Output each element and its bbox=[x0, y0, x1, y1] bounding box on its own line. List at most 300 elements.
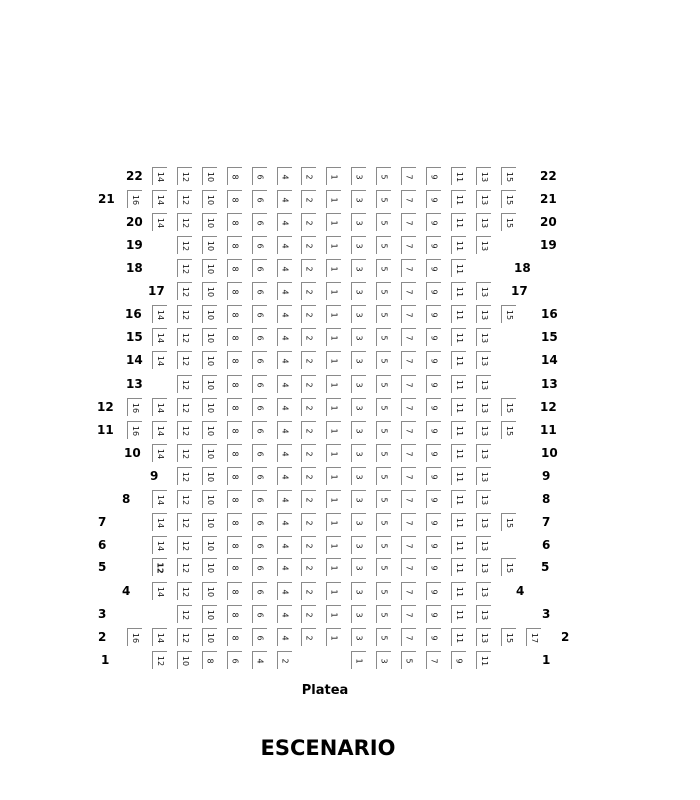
seat[interactable] bbox=[177, 651, 192, 669]
seat[interactable] bbox=[451, 628, 466, 646]
seat[interactable] bbox=[202, 167, 217, 185]
seat[interactable] bbox=[227, 213, 242, 231]
seat[interactable] bbox=[351, 351, 366, 369]
seat[interactable] bbox=[426, 351, 441, 369]
seat[interactable] bbox=[301, 259, 316, 277]
seat[interactable] bbox=[426, 167, 441, 185]
seat[interactable] bbox=[451, 190, 466, 208]
seat[interactable] bbox=[351, 375, 366, 393]
seat[interactable] bbox=[177, 558, 192, 576]
seat[interactable] bbox=[426, 582, 441, 600]
seat[interactable] bbox=[227, 259, 242, 277]
seat[interactable] bbox=[301, 421, 316, 439]
seat[interactable] bbox=[326, 536, 341, 554]
seat[interactable] bbox=[351, 467, 366, 485]
seat[interactable] bbox=[177, 190, 192, 208]
seat[interactable] bbox=[177, 582, 192, 600]
seat[interactable] bbox=[476, 305, 491, 323]
seat[interactable] bbox=[326, 167, 341, 185]
seat[interactable] bbox=[301, 513, 316, 531]
seat[interactable] bbox=[202, 398, 217, 416]
seat[interactable] bbox=[401, 467, 416, 485]
seat[interactable] bbox=[326, 513, 341, 531]
seat[interactable] bbox=[326, 398, 341, 416]
seat[interactable] bbox=[152, 490, 167, 508]
seat[interactable] bbox=[152, 513, 167, 531]
seat[interactable] bbox=[426, 398, 441, 416]
seat[interactable] bbox=[277, 605, 292, 623]
seat[interactable] bbox=[376, 167, 391, 185]
seat[interactable] bbox=[202, 259, 217, 277]
seat[interactable] bbox=[351, 513, 366, 531]
seat[interactable] bbox=[451, 513, 466, 531]
seat[interactable] bbox=[202, 375, 217, 393]
seat[interactable] bbox=[301, 213, 316, 231]
seat[interactable] bbox=[401, 375, 416, 393]
seat[interactable] bbox=[152, 167, 167, 185]
seat[interactable] bbox=[177, 444, 192, 462]
seat[interactable] bbox=[351, 282, 366, 300]
seat[interactable] bbox=[152, 190, 167, 208]
seat[interactable] bbox=[152, 444, 167, 462]
seat[interactable] bbox=[376, 351, 391, 369]
seat[interactable] bbox=[451, 536, 466, 554]
seat[interactable] bbox=[127, 421, 142, 439]
seat[interactable] bbox=[177, 513, 192, 531]
seat[interactable] bbox=[227, 444, 242, 462]
seat[interactable] bbox=[426, 605, 441, 623]
seat[interactable] bbox=[501, 398, 516, 416]
seat[interactable] bbox=[301, 282, 316, 300]
seat[interactable] bbox=[376, 467, 391, 485]
seat[interactable] bbox=[326, 375, 341, 393]
seat[interactable] bbox=[351, 444, 366, 462]
seat[interactable] bbox=[277, 190, 292, 208]
seat[interactable] bbox=[426, 628, 441, 646]
seat[interactable] bbox=[301, 467, 316, 485]
seat[interactable] bbox=[451, 467, 466, 485]
seat[interactable] bbox=[401, 421, 416, 439]
seat[interactable] bbox=[177, 282, 192, 300]
seat[interactable] bbox=[177, 398, 192, 416]
seat[interactable] bbox=[152, 628, 167, 646]
seat[interactable] bbox=[476, 328, 491, 346]
seat[interactable] bbox=[301, 236, 316, 254]
seat[interactable] bbox=[376, 305, 391, 323]
seat[interactable] bbox=[326, 213, 341, 231]
seat[interactable] bbox=[202, 558, 217, 576]
seat[interactable] bbox=[301, 328, 316, 346]
seat[interactable] bbox=[351, 328, 366, 346]
seat[interactable] bbox=[376, 582, 391, 600]
seat[interactable] bbox=[277, 167, 292, 185]
seat[interactable] bbox=[301, 351, 316, 369]
seat[interactable] bbox=[451, 213, 466, 231]
seat[interactable] bbox=[376, 536, 391, 554]
seat[interactable] bbox=[326, 444, 341, 462]
seat[interactable] bbox=[326, 236, 341, 254]
seat[interactable] bbox=[326, 351, 341, 369]
seat[interactable] bbox=[401, 605, 416, 623]
seat[interactable] bbox=[227, 490, 242, 508]
seat[interactable] bbox=[177, 351, 192, 369]
seat[interactable] bbox=[152, 536, 167, 554]
seat[interactable] bbox=[127, 398, 142, 416]
seat[interactable] bbox=[426, 190, 441, 208]
seat[interactable] bbox=[351, 398, 366, 416]
seat[interactable] bbox=[501, 190, 516, 208]
seat[interactable] bbox=[277, 328, 292, 346]
seat[interactable] bbox=[252, 305, 267, 323]
seat[interactable] bbox=[202, 582, 217, 600]
seat[interactable] bbox=[451, 444, 466, 462]
seat[interactable] bbox=[376, 558, 391, 576]
seat[interactable] bbox=[277, 582, 292, 600]
seat[interactable] bbox=[252, 558, 267, 576]
seat[interactable] bbox=[301, 375, 316, 393]
seat[interactable] bbox=[426, 513, 441, 531]
seat[interactable] bbox=[401, 213, 416, 231]
seat[interactable] bbox=[376, 398, 391, 416]
seat[interactable] bbox=[177, 467, 192, 485]
seat[interactable] bbox=[451, 236, 466, 254]
seat[interactable] bbox=[476, 282, 491, 300]
seat[interactable] bbox=[476, 605, 491, 623]
seat[interactable] bbox=[326, 605, 341, 623]
seat[interactable] bbox=[476, 582, 491, 600]
seat[interactable] bbox=[152, 398, 167, 416]
seat[interactable] bbox=[326, 282, 341, 300]
seat[interactable] bbox=[326, 190, 341, 208]
seat[interactable] bbox=[202, 421, 217, 439]
seat[interactable] bbox=[376, 651, 391, 669]
seat[interactable] bbox=[301, 582, 316, 600]
seat[interactable] bbox=[476, 444, 491, 462]
seat[interactable] bbox=[301, 490, 316, 508]
seat[interactable] bbox=[202, 328, 217, 346]
seat[interactable] bbox=[326, 628, 341, 646]
seat[interactable] bbox=[252, 582, 267, 600]
seat[interactable] bbox=[152, 651, 167, 669]
seat[interactable] bbox=[451, 351, 466, 369]
seat[interactable] bbox=[227, 282, 242, 300]
seat[interactable] bbox=[476, 167, 491, 185]
seat[interactable] bbox=[202, 513, 217, 531]
seat[interactable] bbox=[426, 259, 441, 277]
seat[interactable] bbox=[277, 259, 292, 277]
seat[interactable] bbox=[301, 605, 316, 623]
seat[interactable] bbox=[252, 536, 267, 554]
seat[interactable] bbox=[501, 558, 516, 576]
seat[interactable] bbox=[152, 351, 167, 369]
seat[interactable] bbox=[277, 558, 292, 576]
seat[interactable] bbox=[351, 536, 366, 554]
seat[interactable] bbox=[177, 628, 192, 646]
seat[interactable] bbox=[252, 213, 267, 231]
seat[interactable] bbox=[451, 328, 466, 346]
seat[interactable] bbox=[401, 651, 416, 669]
seat[interactable] bbox=[202, 190, 217, 208]
seat[interactable] bbox=[277, 305, 292, 323]
seat[interactable] bbox=[476, 558, 491, 576]
seat[interactable] bbox=[227, 236, 242, 254]
seat[interactable] bbox=[177, 213, 192, 231]
seat[interactable] bbox=[376, 259, 391, 277]
seat[interactable] bbox=[426, 490, 441, 508]
seat[interactable] bbox=[152, 582, 167, 600]
seat[interactable] bbox=[252, 628, 267, 646]
seat[interactable] bbox=[376, 190, 391, 208]
seat[interactable] bbox=[401, 513, 416, 531]
seat[interactable] bbox=[426, 282, 441, 300]
seat[interactable] bbox=[376, 236, 391, 254]
seat[interactable] bbox=[451, 582, 466, 600]
seat[interactable] bbox=[252, 190, 267, 208]
seat[interactable] bbox=[227, 651, 242, 669]
seat[interactable] bbox=[202, 305, 217, 323]
seat[interactable] bbox=[252, 513, 267, 531]
seat[interactable] bbox=[426, 558, 441, 576]
seat[interactable] bbox=[476, 398, 491, 416]
seat[interactable] bbox=[202, 536, 217, 554]
seat[interactable] bbox=[351, 558, 366, 576]
seat[interactable] bbox=[501, 628, 516, 646]
seat[interactable] bbox=[252, 236, 267, 254]
seat[interactable] bbox=[202, 282, 217, 300]
seat[interactable] bbox=[252, 167, 267, 185]
seat[interactable] bbox=[376, 513, 391, 531]
seat[interactable] bbox=[376, 421, 391, 439]
seat[interactable] bbox=[426, 375, 441, 393]
seat[interactable] bbox=[451, 305, 466, 323]
seat[interactable] bbox=[177, 167, 192, 185]
seat[interactable] bbox=[252, 398, 267, 416]
seat[interactable] bbox=[351, 490, 366, 508]
seat[interactable] bbox=[227, 328, 242, 346]
seat[interactable] bbox=[451, 282, 466, 300]
seat[interactable] bbox=[326, 259, 341, 277]
seat[interactable] bbox=[351, 167, 366, 185]
seat[interactable] bbox=[376, 282, 391, 300]
seat[interactable] bbox=[476, 236, 491, 254]
seat[interactable] bbox=[501, 305, 516, 323]
seat[interactable] bbox=[252, 282, 267, 300]
seat[interactable] bbox=[401, 328, 416, 346]
seat[interactable] bbox=[227, 190, 242, 208]
seat[interactable] bbox=[426, 536, 441, 554]
seat[interactable] bbox=[277, 351, 292, 369]
seat[interactable] bbox=[451, 375, 466, 393]
seat[interactable] bbox=[202, 236, 217, 254]
seat[interactable] bbox=[277, 398, 292, 416]
seat[interactable] bbox=[401, 582, 416, 600]
seat[interactable] bbox=[301, 536, 316, 554]
seat[interactable] bbox=[326, 328, 341, 346]
seat[interactable] bbox=[177, 605, 192, 623]
seat[interactable] bbox=[227, 351, 242, 369]
seat[interactable] bbox=[227, 536, 242, 554]
seat[interactable] bbox=[376, 444, 391, 462]
seat[interactable] bbox=[277, 651, 292, 669]
seat[interactable] bbox=[426, 328, 441, 346]
seat[interactable] bbox=[277, 628, 292, 646]
seat[interactable] bbox=[501, 513, 516, 531]
seat[interactable] bbox=[252, 444, 267, 462]
seat[interactable] bbox=[252, 421, 267, 439]
seat[interactable] bbox=[351, 236, 366, 254]
seat[interactable] bbox=[326, 305, 341, 323]
seat[interactable] bbox=[202, 351, 217, 369]
seat[interactable] bbox=[301, 444, 316, 462]
seat[interactable] bbox=[202, 651, 217, 669]
seat[interactable] bbox=[301, 398, 316, 416]
seat[interactable] bbox=[351, 305, 366, 323]
seat[interactable] bbox=[326, 558, 341, 576]
seat[interactable] bbox=[202, 490, 217, 508]
seat[interactable] bbox=[401, 282, 416, 300]
seat[interactable] bbox=[426, 651, 441, 669]
seat[interactable] bbox=[177, 375, 192, 393]
seat[interactable] bbox=[301, 628, 316, 646]
seat[interactable] bbox=[476, 651, 491, 669]
seat[interactable] bbox=[451, 167, 466, 185]
seat[interactable] bbox=[152, 328, 167, 346]
seat[interactable] bbox=[227, 167, 242, 185]
seat[interactable] bbox=[401, 628, 416, 646]
seat[interactable] bbox=[351, 582, 366, 600]
seat[interactable] bbox=[426, 236, 441, 254]
seat[interactable] bbox=[301, 190, 316, 208]
seat[interactable] bbox=[227, 628, 242, 646]
seat[interactable] bbox=[152, 305, 167, 323]
seat[interactable] bbox=[177, 536, 192, 554]
seat[interactable] bbox=[476, 490, 491, 508]
seat[interactable] bbox=[451, 398, 466, 416]
seat[interactable] bbox=[351, 605, 366, 623]
seat[interactable] bbox=[401, 236, 416, 254]
seat[interactable] bbox=[476, 536, 491, 554]
seat[interactable] bbox=[277, 236, 292, 254]
seat[interactable] bbox=[376, 628, 391, 646]
seat[interactable] bbox=[202, 628, 217, 646]
seat[interactable] bbox=[227, 467, 242, 485]
seat[interactable] bbox=[177, 490, 192, 508]
seat[interactable] bbox=[351, 259, 366, 277]
seat[interactable] bbox=[401, 490, 416, 508]
seat[interactable] bbox=[376, 375, 391, 393]
seat[interactable] bbox=[301, 167, 316, 185]
seat[interactable] bbox=[401, 558, 416, 576]
seat[interactable] bbox=[501, 213, 516, 231]
seat[interactable] bbox=[202, 444, 217, 462]
seat[interactable] bbox=[277, 213, 292, 231]
seat[interactable] bbox=[252, 467, 267, 485]
seat[interactable] bbox=[277, 375, 292, 393]
seat[interactable] bbox=[426, 444, 441, 462]
seat[interactable] bbox=[376, 605, 391, 623]
seat[interactable] bbox=[301, 558, 316, 576]
seat[interactable] bbox=[351, 190, 366, 208]
seat[interactable] bbox=[476, 467, 491, 485]
seat[interactable] bbox=[476, 351, 491, 369]
seat[interactable] bbox=[227, 375, 242, 393]
seat[interactable] bbox=[152, 421, 167, 439]
seat[interactable] bbox=[277, 467, 292, 485]
seat[interactable] bbox=[277, 282, 292, 300]
seat[interactable] bbox=[227, 421, 242, 439]
seat[interactable] bbox=[177, 236, 192, 254]
seat[interactable] bbox=[426, 421, 441, 439]
seat[interactable] bbox=[177, 259, 192, 277]
seat[interactable] bbox=[476, 628, 491, 646]
seat[interactable] bbox=[177, 421, 192, 439]
seat[interactable] bbox=[451, 651, 466, 669]
seat[interactable] bbox=[476, 421, 491, 439]
seat[interactable] bbox=[476, 513, 491, 531]
seat[interactable] bbox=[401, 536, 416, 554]
seat[interactable] bbox=[476, 213, 491, 231]
seat[interactable] bbox=[252, 351, 267, 369]
seat[interactable] bbox=[227, 582, 242, 600]
seat[interactable] bbox=[152, 558, 167, 576]
seat[interactable] bbox=[401, 190, 416, 208]
seat[interactable] bbox=[252, 651, 267, 669]
seat[interactable] bbox=[401, 167, 416, 185]
seat[interactable] bbox=[401, 305, 416, 323]
seat[interactable] bbox=[526, 628, 541, 646]
seat[interactable] bbox=[376, 490, 391, 508]
seat[interactable] bbox=[277, 444, 292, 462]
seat[interactable] bbox=[376, 328, 391, 346]
seat[interactable] bbox=[202, 213, 217, 231]
seat[interactable] bbox=[227, 558, 242, 576]
seat[interactable] bbox=[127, 628, 142, 646]
seat[interactable] bbox=[451, 421, 466, 439]
seat[interactable] bbox=[351, 628, 366, 646]
seat[interactable] bbox=[401, 444, 416, 462]
seat[interactable] bbox=[426, 305, 441, 323]
seat[interactable] bbox=[227, 305, 242, 323]
seat[interactable] bbox=[252, 605, 267, 623]
seat[interactable] bbox=[277, 421, 292, 439]
seat[interactable] bbox=[476, 190, 491, 208]
seat[interactable] bbox=[152, 213, 167, 231]
seat[interactable] bbox=[401, 351, 416, 369]
seat[interactable] bbox=[227, 605, 242, 623]
seat[interactable] bbox=[451, 259, 466, 277]
seat[interactable] bbox=[501, 167, 516, 185]
seat[interactable] bbox=[451, 558, 466, 576]
seat[interactable] bbox=[277, 490, 292, 508]
seat[interactable] bbox=[252, 375, 267, 393]
seat[interactable] bbox=[277, 536, 292, 554]
seat[interactable] bbox=[451, 605, 466, 623]
seat[interactable] bbox=[451, 490, 466, 508]
seat[interactable] bbox=[351, 213, 366, 231]
seat[interactable] bbox=[326, 490, 341, 508]
seat[interactable] bbox=[127, 190, 142, 208]
seat[interactable] bbox=[426, 467, 441, 485]
seat[interactable] bbox=[227, 398, 242, 416]
seat[interactable] bbox=[326, 467, 341, 485]
seat[interactable] bbox=[202, 467, 217, 485]
seat[interactable] bbox=[426, 213, 441, 231]
seat[interactable] bbox=[202, 605, 217, 623]
seat[interactable] bbox=[326, 582, 341, 600]
seat[interactable] bbox=[351, 651, 366, 669]
seat[interactable] bbox=[177, 328, 192, 346]
seat[interactable] bbox=[252, 259, 267, 277]
